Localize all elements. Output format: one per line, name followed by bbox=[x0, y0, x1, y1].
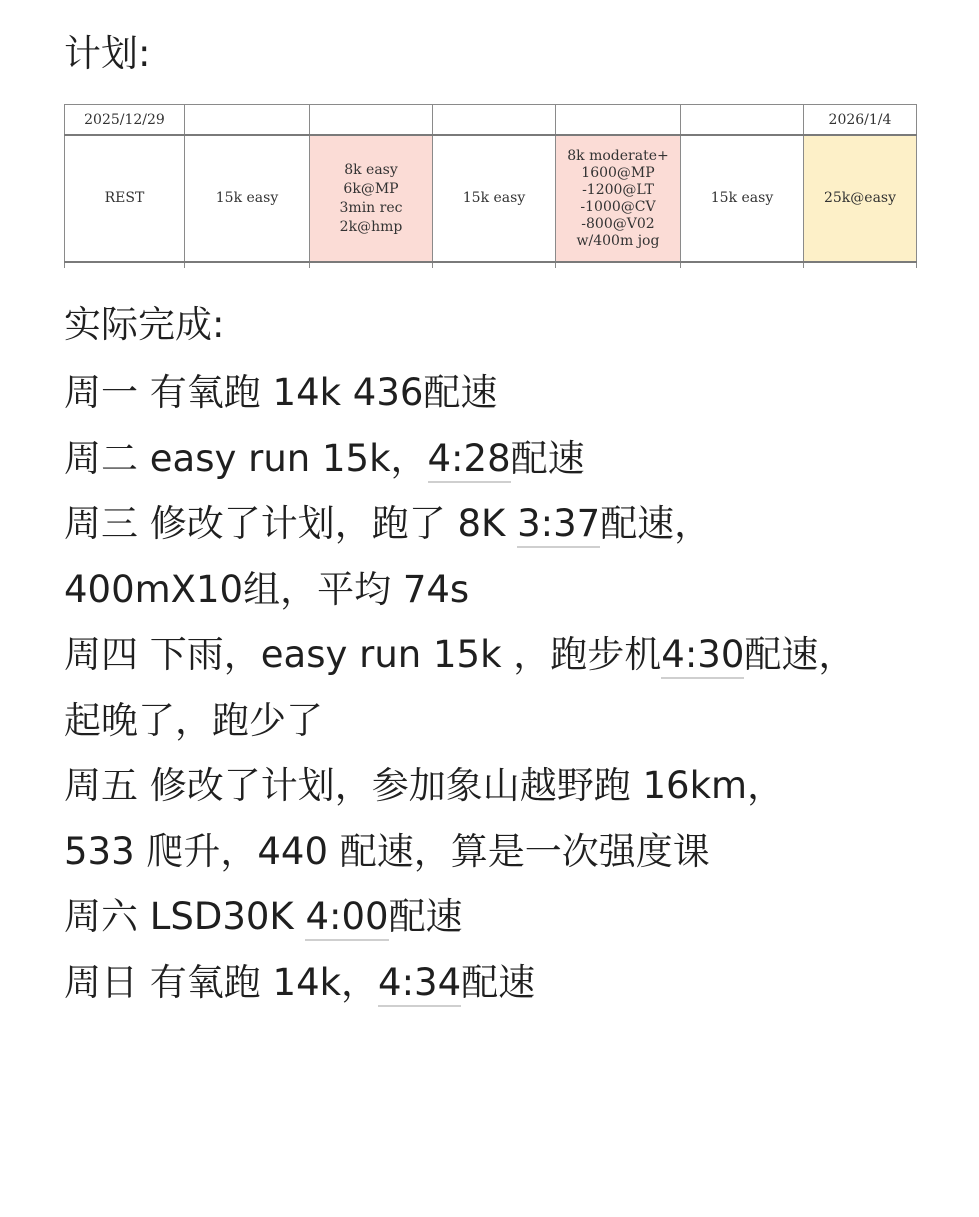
log-text: 配速 bbox=[388, 895, 463, 938]
workout-line: 3min rec bbox=[339, 199, 403, 216]
date-cell-mon: 2025/12/29 bbox=[65, 105, 185, 136]
workout-line: 15k easy bbox=[215, 190, 279, 206]
pace-link[interactable]: 4:30 bbox=[661, 633, 744, 679]
tail-cell bbox=[556, 262, 681, 268]
log-entry-mon bbox=[64, 360, 944, 426]
log-entry-thu-cont bbox=[64, 688, 944, 754]
date-cell-sat bbox=[681, 105, 804, 136]
date-cell-thu bbox=[433, 105, 556, 136]
pace-link[interactable]: 4:00 bbox=[305, 895, 388, 941]
log-entry-tue bbox=[64, 426, 944, 492]
log-entry-fri bbox=[64, 753, 944, 819]
training-log bbox=[64, 360, 944, 1015]
tail-cell bbox=[433, 262, 556, 268]
workout-cell-thu bbox=[433, 135, 556, 262]
log-entry-wed bbox=[64, 491, 944, 557]
plan-date-row bbox=[65, 105, 917, 136]
workout-line: 6k@MP bbox=[343, 180, 399, 197]
workout-line: 8k moderate+ bbox=[567, 147, 669, 164]
log-entry-wed-cont bbox=[64, 557, 944, 623]
workout-line: 2k@hmp bbox=[339, 218, 403, 235]
plan-workout-row bbox=[65, 135, 917, 262]
tail-cell bbox=[681, 262, 804, 268]
workout-line: -1000@CV bbox=[580, 198, 656, 215]
table-tail-row bbox=[65, 262, 917, 268]
workout-line: 15k easy bbox=[710, 190, 774, 206]
log-text: 周一 有氧跑 14k 436配速 bbox=[64, 371, 498, 414]
workout-line: 15k easy bbox=[462, 190, 526, 206]
date-cell-sun: 2026/1/4 bbox=[804, 105, 917, 136]
plan-heading: 计划: bbox=[64, 32, 151, 75]
date-cell-tue bbox=[185, 105, 310, 136]
pace-link[interactable]: 3:37 bbox=[517, 502, 600, 548]
log-text: 配速 bbox=[461, 960, 536, 1004]
log-text: 配速， bbox=[744, 633, 856, 676]
log-text: 周二 easy run 15k， bbox=[64, 436, 428, 480]
log-text: 400mX10组，平均 74s bbox=[64, 567, 470, 611]
pace-link[interactable]: 4:34 bbox=[378, 961, 461, 1007]
log-entry-thu bbox=[64, 622, 944, 688]
workout-cell-sun bbox=[804, 135, 917, 262]
log-entry-fri-cont bbox=[64, 819, 944, 885]
tail-cell bbox=[185, 262, 310, 268]
workout-line: 8k easy bbox=[344, 161, 398, 178]
workout-line: -1200@LT bbox=[582, 181, 654, 198]
log-text: 周三 修改了计划，跑了 8K bbox=[64, 502, 518, 545]
pace-link[interactable]: 4:28 bbox=[428, 437, 511, 483]
log-text: 配速， bbox=[600, 502, 712, 545]
log-text: 周四 下雨，easy run 15k ，跑步机 bbox=[64, 633, 662, 676]
log-text: 周五 修改了计划，参加象山越野跑 16km， bbox=[64, 764, 785, 807]
date-cell-fri bbox=[556, 105, 681, 136]
log-text: 533 爬升，440 配速，算是一次强度课 bbox=[64, 829, 710, 873]
log-entry-sat bbox=[64, 884, 944, 950]
tail-cell bbox=[310, 262, 433, 268]
date-cell-wed bbox=[310, 105, 433, 136]
log-text: 周日 有氧跑 14k， bbox=[64, 960, 379, 1004]
workout-line: w/400m jog bbox=[576, 232, 660, 249]
actual-heading: 实际完成: bbox=[64, 303, 225, 346]
workout-line: -800@V02 bbox=[581, 215, 655, 232]
log-text: 配速 bbox=[510, 436, 585, 480]
log-text: 周六 LSD30K bbox=[64, 895, 306, 938]
log-text: 起晚了，跑少了 bbox=[64, 698, 323, 742]
workout-cell-mon bbox=[65, 135, 185, 262]
workout-line: 25k@easy bbox=[823, 190, 897, 206]
log-entry-sun bbox=[64, 950, 944, 1016]
workout-cell-tue bbox=[185, 135, 310, 262]
workout-cell-wed bbox=[310, 135, 433, 262]
weekly-plan-table bbox=[64, 104, 917, 268]
cropped-title-remnant bbox=[400, 0, 580, 4]
tail-cell bbox=[65, 262, 185, 268]
workout-line: 1600@MP bbox=[581, 164, 655, 181]
workout-cell-sat bbox=[681, 135, 804, 262]
workout-cell-fri bbox=[556, 135, 681, 262]
workout-line: REST bbox=[104, 190, 145, 206]
tail-cell bbox=[804, 262, 917, 268]
